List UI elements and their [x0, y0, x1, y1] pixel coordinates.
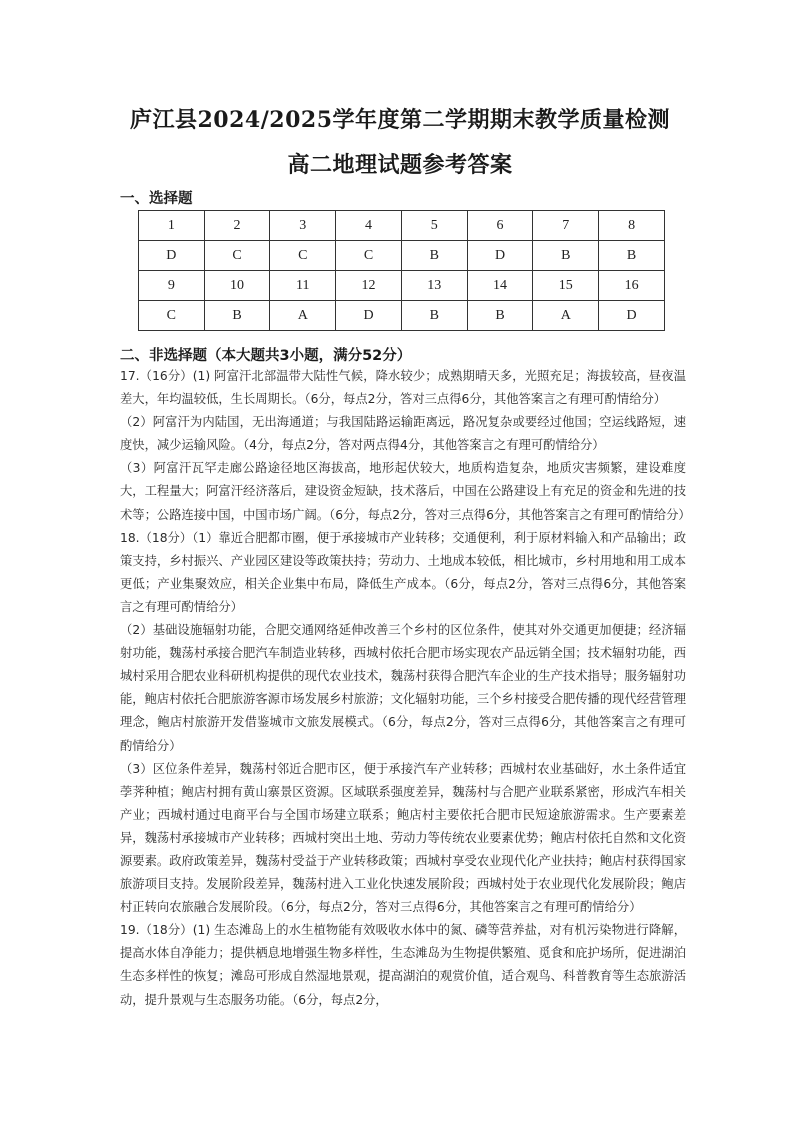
question-number-cell: 2: [204, 211, 270, 241]
answer-cell: C: [139, 301, 205, 331]
question-number-cell: 13: [401, 271, 467, 301]
question-number-cell: 8: [599, 211, 665, 241]
answer-cell: D: [599, 301, 665, 331]
answer-paragraph: （3）区位条件差异，魏荡村邻近合肥市区，便于承接汽车产业转移；西城村农业基础好，水土条件适宜荸荠种植；鲍店村拥有黄山寨景区资源。区域联系强度差异，魏荡村与合肥产业联系紧密，形成汽车相关产业；西城村通过电商平台与全国市场建立联系；鲍店村主要依托合肥市民短途旅游需求。生产要素差异，魏荡村承接城市产业转移；西城村突出土地、劳动力等传统农业要素优势；鲍店村依托自然和文化资源要素。政府政策差异，魏荡村受益于产业转移政策；西城村享受农业现代化产业扶持；鲍店村获得国家旅游项目支持。发展阶段差异，魏荡村进入工业化快速发展阶段；西城村处于农业现代化发展阶段；鲍店村正转向农旅融合发展阶段。（6分，每点2分，答对三点得6分，其他答案言之有理可酌情给分）: [120, 761, 686, 915]
answer-cell: C: [336, 241, 402, 271]
answer-table: [138, 210, 665, 331]
page-title: 庐江县2024/2025学年度第二学期期末教学质量检测: [130, 107, 670, 133]
answer-cell: B: [204, 301, 270, 331]
table-row: [139, 211, 665, 241]
table-row: [139, 241, 665, 271]
answer-cell: D: [467, 241, 533, 271]
question-number-cell: 14: [467, 271, 533, 301]
table-row: [139, 301, 665, 331]
answer-cell: C: [270, 241, 336, 271]
answer-cell: B: [401, 241, 467, 271]
answer-paragraph: （2）基础设施辐射功能，合肥交通网络延伸改善三个乡村的区位条件，使其对外交通更加便捷；经济辐射功能，魏荡村承接合肥汽车制造业转移，西城村依托合肥市场实现农产品远销全国；技术辐射功能，西城村采用合肥农业科研机构提供的现代农业技术，魏荡村获得合肥汽车企业的生产技术指导；服务辐射功能，鲍店村依托合肥旅游客源市场发展乡村旅游；文化辐射功能，三个乡村接受合肥传播的现代经营管理理念，鲍店村旅游开发借鉴城市文旅发展模式。（6分，每点2分，答对三点得6分，其他答案言之有理可酌情给分）: [120, 623, 686, 753]
question-number-cell: 15: [533, 271, 599, 301]
answer-cell: C: [204, 241, 270, 271]
answer-cell: B: [467, 301, 533, 331]
question-number-cell: 11: [270, 271, 336, 301]
section-heading-choice: 一、选择题: [120, 191, 193, 207]
question-number-cell: 5: [401, 211, 467, 241]
section-heading-nonchoice: 二、非选择题（本大题共3小题，满分52分）: [120, 348, 412, 364]
answer-cell: A: [533, 301, 599, 331]
question-number-cell: 10: [204, 271, 270, 301]
answer-paragraph: （2）阿富汗为内陆国，无出海通道；与我国陆路运输距离远，路况复杂或要经过他国；空运线路短，速度快，减少运输风险。（4分，每点2分，答对两点得4分，其他答案言之有理可酌情给分）: [120, 415, 686, 453]
question-number-cell: 1: [139, 211, 205, 241]
question-number-cell: 4: [336, 211, 402, 241]
answer-cell: B: [533, 241, 599, 271]
answer-cell: D: [336, 301, 402, 331]
question-number-cell: 9: [139, 271, 205, 301]
answer-cell: A: [270, 301, 336, 331]
question-number-cell: 7: [533, 211, 599, 241]
answer-paragraph: 19.（18分）(1) 生态滩岛上的水生植物能有效吸收水体中的氮、磷等营养盐，对有机污染物进行降解，提高水体自净能力；提供栖息地增强生物多样性，生态滩岛为生物提供繁殖、觅食和庇护场所，促进湖泊生态多样性的恢复；滩岛可形成自然湿地景观，提高湖泊的观赏价值，适合观鸟、科普教育等生态旅游活动，提升景观与生态服务功能。（6分，每点2分，: [120, 923, 686, 1007]
table-row: [139, 271, 665, 301]
answer-paragraph: 18.（18分）（1）靠近合肥都市圈，便于承接城市产业转移；交通便利，利于原材料输入和产品输出；政策支持，乡村振兴、产业园区建设等政策扶持；劳动力、土地成本较低，相比城市，乡村用地和用工成本更低；产业集聚效应，相关企业集中布局，降低生产成本。（6分，每点2分，答对三点得6分，其他答案言之有理可酌情给分）: [120, 530, 686, 614]
page-subtitle: 高二地理试题参考答案: [287, 152, 513, 178]
answer-body: [120, 365, 691, 1012]
question-number-cell: 3: [270, 211, 336, 241]
answer-paragraph: 17.（16分）(1) 阿富汗北部温带大陆性气候，降水较少；成熟期晴天多，光照充足；海拔较高，昼夜温差大，年均温较低，生长周期长。（6分，每点2分，答对三点得6分，其他答案言之有理可酌情给分）: [120, 369, 686, 407]
answer-paragraph: （3）阿富汗瓦罕走廊公路途径地区海拔高，地形起伏较大，地质构造复杂，地质灾害频繁，建设难度大，工程量大；阿富汗经济落后，建设资金短缺，技术落后，中国在公路建设上有充足的资金和先进的技术等；公路连接中国，中国市场广阔。（6分，每点2分，答对三点得6分，其他答案言之有理可酌情给分）: [120, 461, 691, 522]
answer-cell: B: [401, 301, 467, 331]
question-number-cell: 12: [336, 271, 402, 301]
question-number-cell: 6: [467, 211, 533, 241]
answer-cell: D: [139, 241, 205, 271]
question-number-cell: 16: [599, 271, 665, 301]
answer-cell: B: [599, 241, 665, 271]
